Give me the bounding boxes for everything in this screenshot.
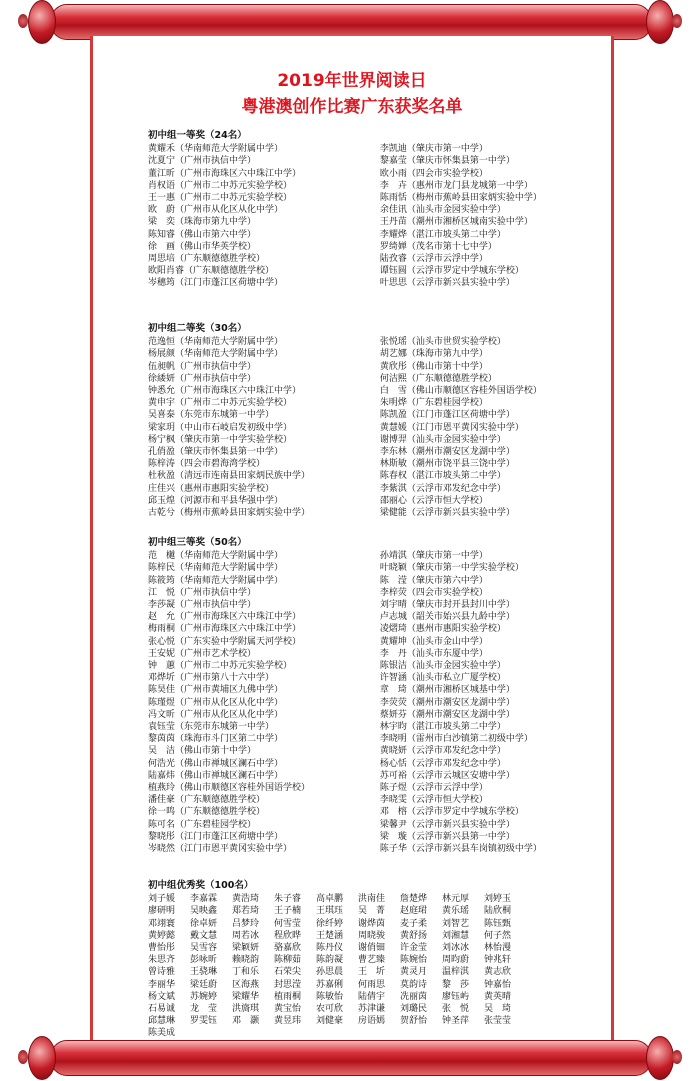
winner-name: 曾诗雅: [148, 967, 176, 978]
winner-name: 刘智艺: [442, 918, 470, 929]
winner-name: 王子楠: [274, 906, 302, 917]
winner-name: 彭咏昕: [190, 955, 218, 966]
winner-entry: 陈 滢（肇庆市第六中学）: [379, 575, 488, 586]
winner-entry: 孙靖淇（肇庆市第一中学）: [379, 551, 488, 562]
winner-entry: 陈子煜（云浮市云浮中学）: [379, 783, 488, 794]
winner-entry: 黎嘉莹（肇庆市怀集县第一中学）: [379, 156, 515, 167]
winner-entry: 周思培（广东顺德德胜学校）: [148, 254, 266, 265]
winner-name: 王楚涵: [316, 930, 344, 941]
winner-list-right: [380, 336, 588, 519]
winner-entry: 袁钰莹（东莞市东城第一中学）: [148, 722, 275, 733]
winner-name: 苏津谦: [358, 1004, 386, 1015]
winner-name: 梁耀华: [232, 991, 260, 1002]
winner-name: 杨文斌: [148, 991, 176, 1002]
winner-name: 罗雯钰: [190, 1016, 218, 1027]
third-prize-section: [148, 537, 588, 855]
winner-name: 刘婷玉: [484, 894, 512, 905]
winner-name: 陈敏怡: [316, 991, 344, 1002]
winner-name: 邓翊寰: [148, 918, 176, 929]
winner-name: 赵庭珺: [400, 906, 428, 917]
winner-name: 赖晓韵: [232, 955, 260, 966]
winner-name: 孙思晨: [316, 967, 344, 978]
winner-entry: 黄耀坤（汕头市金山中学）: [379, 636, 488, 647]
winner-name: 何雪莹: [274, 918, 302, 929]
winner-entry: 黄晓妍（云浮市邓发纪念中学）: [379, 746, 506, 757]
scroll-knob-icon: [28, 1036, 56, 1080]
winner-entry: 杨展颜（华南师范大学附属中学）: [148, 349, 284, 360]
winner-entry: 植燕玲（佛山市顺德区容桂外国语学校）: [148, 783, 311, 794]
winner-name: 邓 灏: [232, 1016, 260, 1027]
winner-name: 吴 菁: [358, 906, 386, 917]
winner-entry: 梁健能（云浮市新兴县实验中学）: [379, 508, 515, 519]
winner-entry: 李莎凝（广州市执信中学）: [148, 600, 257, 611]
winner-entry: 潘佳豪（广东顺德德胜学校）: [148, 795, 266, 806]
winner-entry: 凌熠琦（惠州市惠阳实验学校）: [379, 624, 506, 635]
winner-entry: 李凯迪（肇庆市第一中学）: [379, 144, 488, 155]
winner-name: 王骁琳: [190, 967, 218, 978]
winner-name: 刘湘慧: [442, 930, 470, 941]
winner-name: 石易诚: [148, 1004, 176, 1015]
winner-entry: 陈瑾煜（广州市从化区从化中学）: [148, 697, 284, 708]
winner-entry: 欧阳肖睿（广东顺德德胜学校）: [148, 266, 275, 277]
winner-entry: 叶晓颖（肇庆市第一中学实验学校）: [379, 563, 524, 574]
scroll-knob-icon: [646, 1036, 674, 1080]
winner-entry: 许智涵（汕头市私立广厦学校）: [379, 673, 506, 684]
winner-name: 吴雪容: [190, 943, 218, 954]
winner-entry: 范 樾（华南师范大学附属中学）: [148, 551, 284, 562]
winner-name: 黄乐瑶: [442, 906, 470, 917]
winner-entry: 欧小雨（四会市实验学校）: [379, 168, 488, 179]
winner-name: 陆欣桐: [484, 906, 512, 917]
winner-entry: 岑穗筠（江门市蓬江区荷塘中学）: [148, 278, 284, 289]
second-prize-section: [148, 323, 588, 519]
winner-name: 李丽华: [148, 979, 176, 990]
winner-name: 苏婉婷: [190, 991, 218, 1002]
winner-name: 谢烨茵: [358, 918, 386, 929]
winner-entry: 叶思思（云浮市新兴县实验中学）: [379, 278, 515, 289]
scroll-knob-tip-icon: [672, 1050, 682, 1064]
winner-name: 莫韵诗: [400, 979, 428, 990]
winner-entry: 黄慧媛（江门市恩平黄冈实验中学）: [379, 422, 524, 433]
winner-name: 钟圣萍: [442, 1016, 470, 1027]
winner-entry: 杨宁枫（肇庆市第一中学实验学校）: [148, 434, 293, 445]
winner-list-left: [148, 143, 380, 289]
winner-name: 徐纤婷: [316, 918, 344, 929]
winner-entry: 李紫淇（云浮市邓发纪念中学）: [379, 483, 506, 494]
winner-entry: 朱明烨（广东碧桂园学校）: [379, 398, 488, 409]
winner-entry: 钟悉允（广州市海珠区六中珠江中学）: [148, 386, 302, 397]
winner-entry: 谢博羿（汕头市金园实验中学）: [379, 434, 506, 445]
winner-entry: 章 琦（潮州市湘桥区城基中学）: [379, 685, 515, 696]
section-heading: 初中组一等奖（24名）: [148, 130, 247, 141]
winner-entry: 董江昕（广州市海珠区六中珠江中学）: [148, 168, 302, 179]
excellence-name-grid: [148, 893, 588, 1039]
winner-name: 苏嘉俐: [316, 979, 344, 990]
winner-entry: 黎晓彤（江门市蓬江区荷塘中学）: [148, 831, 284, 842]
winner-entry: 徐一鸣（广东顺德德胜学校）: [148, 807, 266, 818]
winner-entry: 卢志城（韶关市始兴县九龄中学）: [379, 612, 515, 623]
winner-entry: 何洁熙（广东顺德德胜学校）: [379, 373, 497, 384]
winner-name: 洪南佳: [358, 894, 386, 905]
winner-entry: 吴 洁（佛山市第十中学）: [148, 746, 257, 757]
winner-list-left: [148, 336, 380, 519]
winner-entry: 白 雪（佛山市顺德区容桂外国语学校）: [379, 386, 542, 397]
winner-name: 朱思齐: [148, 955, 176, 966]
winner-name: 周晓骏: [358, 930, 386, 941]
scroll-bottom-rod: [50, 1040, 652, 1076]
winner-entry: 吴喜泰（东莞市东城第一中学）: [148, 410, 275, 421]
winner-entry: 陈银洁（汕头市金园实验中学）: [379, 661, 506, 672]
winner-entry: 徐 画（佛山市华英学校）: [148, 241, 257, 252]
winner-name: 刘健豪: [316, 1016, 344, 1027]
winner-name: 黄英晴: [484, 991, 512, 1002]
winner-entry: 陈可名（广东碧桂园学校）: [148, 819, 257, 830]
winner-entry: 张悦瑶（汕头市世贸实验学校）: [379, 337, 506, 348]
winner-name: 黄志欣: [484, 967, 512, 978]
winner-entry: 江 悦（广州市执信中学）: [148, 587, 257, 598]
winner-name: 林元厚: [442, 894, 470, 905]
winner-entry: 梅雨桐（广州市海珠区六中珠江中学）: [148, 624, 302, 635]
winner-entry: 张心悦（广东实验中学附属天河学校）: [148, 636, 302, 647]
winner-entry: 梁家玥（中山市石岐启发初级中学）: [148, 422, 293, 433]
winner-entry: 肖权语（广州市二中苏元实验学校）: [148, 180, 293, 191]
winner-entry: 李晓雯（云浮市恒大学校）: [379, 795, 488, 806]
winner-name: 植雨桐: [274, 991, 302, 1002]
winner-entry: 欧 蔚（广州市从化区从化中学）: [148, 205, 284, 216]
winner-entry: 李荧荧（潮州市潮安区龙湖中学）: [379, 697, 515, 708]
winner-entry: 黄耀禾（华南师范大学附属中学）: [148, 144, 284, 155]
winner-entry: 冯文昕（广州市从化区从化中学）: [148, 709, 284, 720]
winner-entry: 邱玉煌（河源市和平县华强中学）: [148, 495, 284, 506]
winner-name: 邱慧琳: [148, 1016, 176, 1027]
scroll-top-rod: [50, 4, 652, 40]
winner-entry: 李 卉（惠州市龙门县龙城第一中学）: [379, 180, 533, 191]
winner-name: 曹艺臻: [358, 955, 386, 966]
winner-entry: 胡艺娜（珠海市第九中学）: [379, 349, 488, 360]
winner-entry: 赵 允（广州市海珠区六中珠江中学）: [148, 612, 302, 623]
winner-entry: 谭钰圆（云浮市罗定中学城东学校）: [379, 266, 524, 277]
winner-list-left: [148, 550, 380, 855]
winner-name: 王琪珏: [316, 906, 344, 917]
winner-entry: 林宇昀（湛江市坡头第二中学）: [379, 722, 506, 733]
winner-entry: 刘宇晴（肇庆市封开县封川中学）: [379, 600, 515, 611]
winner-name: 陈美成: [148, 1028, 176, 1039]
winner-list-right: [380, 143, 588, 289]
winner-name: 黄浩琦: [232, 894, 260, 905]
scroll-knob-tip-icon: [18, 14, 28, 28]
winner-name: 陈柳茹: [274, 955, 302, 966]
winner-entry: 李 丹（汕头市东厦中学）: [379, 648, 488, 659]
winner-name: 刘冰冰: [442, 943, 470, 954]
winner-entry: 岑晓然（江门市恩平黄冈实验中学）: [148, 844, 293, 855]
scroll-knob-tip-icon: [672, 14, 682, 28]
winner-name: 黄昱玮: [274, 1016, 302, 1027]
winner-name: 陈钰甄: [484, 918, 512, 929]
winner-entry: 梁 璇（云浮市新兴县第一中学）: [379, 831, 515, 842]
winner-name: 林怡漫: [484, 943, 512, 954]
winner-entry: 钟 蕙（广州市二中苏元实验学校）: [148, 661, 293, 672]
winner-name: 钟兆轩: [484, 955, 512, 966]
winner-entry: 陈子华（云浮市新兴县车岗镇初级中学）: [379, 844, 542, 855]
winner-name: 郑若琦: [232, 906, 260, 917]
winner-entry: 孔俏盈（肇庆市怀集县第一中学）: [148, 447, 284, 458]
winner-entry: 陈春权（湛江市坡头第二中学）: [379, 471, 506, 482]
winner-entry: 李晓明（雷州市白沙镇第二初级中学）: [379, 734, 533, 745]
winner-entry: 陆嘉炜（佛山市禅城区澜石中学）: [148, 770, 284, 781]
winner-entry: 李东林（潮州市潮安区龙湖中学）: [379, 447, 515, 458]
section-heading: 初中组优秀奖（100名）: [148, 880, 254, 891]
winner-name: 吴映鑫: [190, 906, 218, 917]
winner-entry: 余佳讯（汕头市金园实验中学）: [379, 205, 506, 216]
winner-name: 黄婷懿: [148, 930, 176, 941]
winner-name: 李嘉霖: [190, 894, 218, 905]
winner-entry: 黄欣彤（佛山市第十中学）: [379, 361, 488, 372]
winner-name: 刘璐民: [400, 1004, 428, 1015]
winner-entry: 杨心恬（云浮市邓发纪念中学）: [379, 758, 506, 769]
winner-name: 黄舒扬: [400, 930, 428, 941]
winner-name: 陈韵凝: [316, 955, 344, 966]
winner-entry: 梁 奕（珠海市第九中学）: [148, 217, 257, 228]
winner-entry: 林斯敏（潮州市饶平县三饶中学）: [379, 459, 515, 470]
scroll-knob-icon: [646, 0, 674, 44]
winner-name: 封思滢: [274, 979, 302, 990]
winner-name: 石荣尖: [274, 967, 302, 978]
page-subtitle: 粤港澳创作比赛广东获奖名单: [241, 97, 463, 117]
winner-name: 廖钰屿: [442, 991, 470, 1002]
winner-name: 钟嘉怡: [484, 979, 512, 990]
winner-entry: 庄佳兴（惠州市惠阳实验学校）: [148, 483, 275, 494]
winner-entry: 罗绮婵（茂名市第十七中学）: [379, 241, 497, 252]
scroll-knob-tip-icon: [18, 1050, 28, 1064]
winner-name: 房语嫣: [358, 1016, 386, 1027]
winner-name: 戴文慧: [190, 930, 218, 941]
winner-entry: 李梓荧（四会市实验学校）: [379, 587, 488, 598]
winner-name: 麦子柔: [400, 918, 428, 929]
winner-entry: 陈雨恬（梅州市蕉岭县田家炳实验中学）: [379, 193, 542, 204]
winner-entry: 王一惠（广州市二中苏元实验学校）: [148, 193, 293, 204]
winner-entry: 古乾兮（梅州市蕉岭县田家炳实验中学）: [148, 508, 311, 519]
winner-name: 龙 莹: [190, 1004, 218, 1015]
winner-name: 陆倩宇: [358, 991, 386, 1002]
winner-name: 温梓淇: [442, 967, 470, 978]
winner-entry: 陈知睿（佛山市第六中学）: [148, 229, 257, 240]
winner-list-right: [380, 550, 588, 855]
winner-name: 许金莹: [400, 943, 428, 954]
winner-name: 吴 琦: [484, 1004, 512, 1015]
winner-entry: 梁馨尹（云浮市新兴县实验中学）: [379, 819, 515, 830]
section-heading: 初中组三等奖（50名）: [148, 537, 247, 548]
section-heading: 初中组二等奖（30名）: [148, 323, 247, 334]
winner-entry: 黄申宇（广州市二中苏元实验学校）: [148, 398, 293, 409]
winner-name: 区海燕: [232, 979, 260, 990]
winner-entry: 邓烨圻（广州市第八十六中学）: [148, 673, 275, 684]
winner-entry: 徐緌妍（广州市执信中学）: [148, 373, 257, 384]
winner-name: 农可欣: [316, 1004, 344, 1015]
winner-name: 张 悦: [442, 1004, 470, 1015]
winner-entry: 李耀烨（湛江市坡头第二中学）: [379, 229, 506, 240]
winner-name: 王 圻: [358, 967, 386, 978]
winner-name: 吕梦玲: [232, 918, 260, 929]
winner-name: 徐卓妍: [190, 918, 218, 929]
winner-entry: 范逸恒（华南师范大学附属中学）: [148, 337, 284, 348]
winner-name: 陈丹仪: [316, 943, 344, 954]
winner-entry: 王丹苗（潮州市湘桥区城南实验中学）: [379, 217, 533, 228]
winner-entry: 何浩光（佛山市禅城区澜石中学）: [148, 758, 284, 769]
winner-entry: 邓 榕（云浮市罗定中学城东学校）: [379, 807, 524, 818]
winner-name: 詹楚烨: [400, 894, 428, 905]
winner-name: 贺舒怡: [400, 1016, 428, 1027]
winner-name: 梁廷蔚: [190, 979, 218, 990]
winner-entry: 陈梓民（华南师范大学附属中学）: [148, 563, 284, 574]
scroll-knob-icon: [28, 0, 56, 44]
winner-name: 洪旖琪: [232, 1004, 260, 1015]
winner-name: 骆嘉欣: [274, 943, 302, 954]
winner-name: 廖研明: [148, 906, 176, 917]
winner-entry: 陈梓涛（四会市碧海湾学校）: [148, 459, 266, 470]
winner-entry: 蔡妍芬（潮州市潮安区龙湖中学）: [379, 709, 515, 720]
winner-entry: 陆孜睿（云浮市云浮中学）: [379, 254, 488, 265]
winner-name: 周若冰: [232, 930, 260, 941]
winner-name: 何子然: [484, 930, 512, 941]
winner-name: 曹怡彤: [148, 943, 176, 954]
first-prize-section: [148, 130, 588, 290]
winner-entry: 沈夏宁（广州市执信中学）: [148, 156, 257, 167]
winner-name: 谢俏钿: [358, 943, 386, 954]
page-title: 2019年世界阅读日: [277, 71, 427, 91]
winner-name: 冼丽茵: [400, 991, 428, 1002]
winner-name: 黄宝怡: [274, 1004, 302, 1015]
winner-name: 梁颖妍: [232, 943, 260, 954]
winner-entry: 王安妮（广州市艺术学校）: [148, 648, 257, 659]
winner-entry: 黎茵茵（珠海市斗门区第二中学）: [148, 734, 284, 745]
winner-name: 陈婉怡: [400, 955, 428, 966]
winner-entry: 陈筱筠（华南师范大学附属中学）: [148, 575, 284, 586]
winner-entry: 杜秋盈（清远市连南县田家炳民族中学）: [148, 471, 311, 482]
winner-entry: 伍昶帆（广州市执信中学）: [148, 361, 257, 372]
winner-entry: 陈昊佳（广州市黄埔区九佛中学）: [148, 685, 284, 696]
winner-entry: 陈凯盈（江门市蓬江区荷塘中学）: [379, 410, 515, 421]
winner-name: 程欣晔: [274, 930, 302, 941]
winner-name: 高卓鹏: [316, 894, 344, 905]
winner-name: 朱子睿: [274, 894, 302, 905]
winner-name: 黄灵月: [400, 967, 428, 978]
winner-name: 张莹莹: [484, 1016, 512, 1027]
winner-name: 刘子媛: [148, 894, 176, 905]
winner-entry: 苏可裕（云浮市云城区安塘中学）: [379, 770, 515, 781]
winner-name: 丁和乐: [232, 967, 260, 978]
winner-name: 周昀蔚: [442, 955, 470, 966]
winner-entry: 邵丽心（云浮市恒大学校）: [379, 495, 488, 506]
winner-name: 黎 莎: [442, 979, 470, 990]
excellence-prize-section: [148, 880, 588, 1040]
winner-name: 何雨思: [358, 979, 386, 990]
